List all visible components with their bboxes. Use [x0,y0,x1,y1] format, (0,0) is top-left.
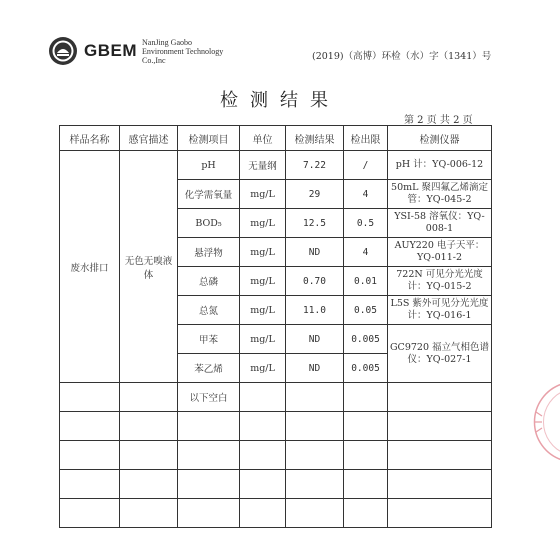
unit-cell: 无量纲 [240,151,286,180]
column-header: 检测结果 [286,126,344,151]
empty-cell [60,441,120,470]
empty-cell [388,499,492,528]
result-cell: 0.70 [286,267,344,296]
empty-cell [120,441,178,470]
result-cell: 29 [286,180,344,209]
unit-cell: mg/L [240,180,286,209]
empty-cell [178,470,240,499]
company-name-line: Co.,Inc [142,56,166,65]
empty-cell [286,499,344,528]
limit-cell: 4 [344,180,388,209]
test-item-cell: pH [178,151,240,180]
limit-cell: / [344,151,388,180]
column-header: 样品名称 [60,126,120,151]
company-logo-icon [48,36,78,66]
test-item-cell: 总氮 [178,296,240,325]
report-header [48,36,518,72]
page-title: 检测结果 [220,90,340,111]
instrument-cell: 50mL 聚四氟乙烯滴定管：YQ-045-2 [388,180,492,209]
empty-cell [388,383,492,412]
column-header: 检测项目 [178,126,240,151]
empty-cell [60,470,120,499]
table-row [60,499,492,528]
empty-cell [344,499,388,528]
column-header: 检测仪器 [388,126,492,151]
test-item-cell: 苯乙烯 [178,354,240,383]
empty-cell [240,499,286,528]
empty-cell [178,499,240,528]
column-header: 感官描述 [120,126,178,151]
empty-cell [120,499,178,528]
test-item-cell: 甲苯 [178,325,240,354]
empty-cell [286,412,344,441]
result-cell: ND [286,354,344,383]
unit-cell: mg/L [240,238,286,267]
unit-cell: mg/L [240,209,286,238]
company-name-line: Environment Technology [142,47,224,56]
instrument-cell: 722N 可见分光光度计：YQ-015-2 [388,267,492,296]
limit-cell: 4 [344,238,388,267]
empty-cell [240,441,286,470]
instrument-cell: YSI-58 溶氧仪：YQ-008-1 [388,209,492,238]
instrument-cell: GC9720 福立气相色谱仪：YQ-027-1 [388,325,492,383]
limit-cell: 0.05 [344,296,388,325]
unit-cell: mg/L [240,325,286,354]
empty-cell [344,412,388,441]
empty-cell [60,499,120,528]
result-cell: 11.0 [286,296,344,325]
empty-cell [286,470,344,499]
limit-cell: 0.005 [344,325,388,354]
result-cell: 7.22 [286,151,344,180]
report-number: (2019)（高博）环检（水）字（1341）号 [312,51,492,62]
empty-cell [388,412,492,441]
results-table [59,125,492,528]
empty-cell [178,441,240,470]
result-cell: 12.5 [286,209,344,238]
table-row [60,470,492,499]
column-header: 单位 [240,126,286,151]
test-item-cell: 化学需氧量 [178,180,240,209]
unit-cell: mg/L [240,354,286,383]
empty-cell [60,412,120,441]
unit-cell: mg/L [240,267,286,296]
result-cell: ND [286,238,344,267]
company-name-line: NanJing Gaobo [142,38,192,47]
unit-cell: mg/L [240,296,286,325]
empty-cell [388,441,492,470]
empty-cell [286,441,344,470]
table-row [60,383,492,412]
empty-cell [240,383,286,412]
instrument-cell: pH 计：YQ-006-12 [388,151,492,180]
company-name [142,38,223,65]
empty-cell [388,470,492,499]
sample-name-cell: 废水排口 [60,151,120,383]
blank-note-cell: 以下空白 [178,383,240,412]
instrument-cell: L5S 紫外可见分光光度计：YQ-016-1 [388,296,492,325]
test-item-cell: BOD₅ [178,209,240,238]
limit-cell: 0.5 [344,209,388,238]
red-seal-stamp-icon [522,382,560,462]
test-item-cell: 悬浮物 [178,238,240,267]
page-indicator: 第 2 页 共 2 页 [404,115,473,126]
table-header-row [60,126,492,151]
empty-cell [344,441,388,470]
empty-cell [240,412,286,441]
limit-cell: 0.005 [344,354,388,383]
empty-cell [120,470,178,499]
sensory-description-cell: 无色无嗅液体 [120,151,178,383]
empty-cell [178,412,240,441]
empty-cell [344,383,388,412]
empty-cell [240,470,286,499]
empty-cell [120,412,178,441]
empty-cell [286,383,344,412]
empty-cell [60,383,120,412]
instrument-cell: AUY220 电子天平：YQ-011-2 [388,238,492,267]
column-header: 检出限 [344,126,388,151]
limit-cell: 0.01 [344,267,388,296]
table-row [60,412,492,441]
test-item-cell: 总磷 [178,267,240,296]
logo-brand-text: GBEM [84,41,137,60]
result-cell: ND [286,325,344,354]
table-row [60,441,492,470]
empty-cell [120,383,178,412]
empty-cell [344,470,388,499]
table-row [60,151,492,180]
